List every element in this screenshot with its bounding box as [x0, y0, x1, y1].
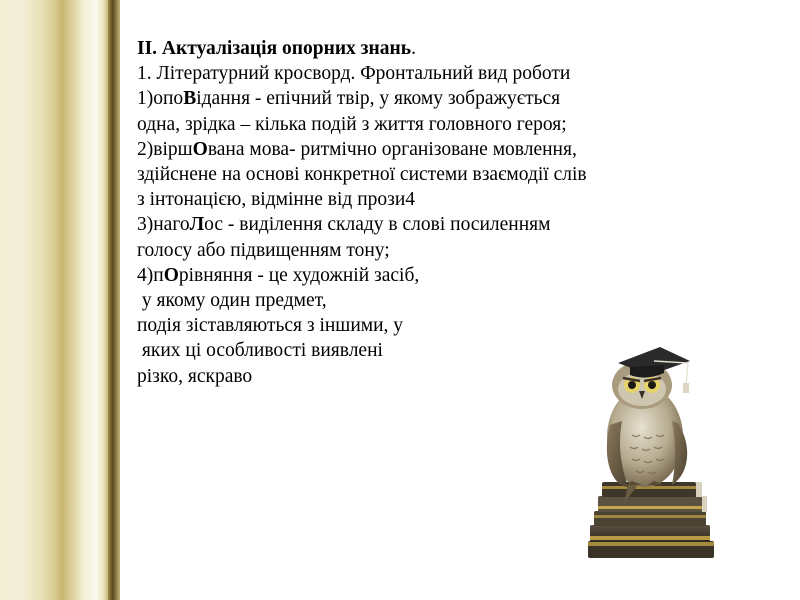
task-line: 1. Літературний кросворд. Фронтальний вид роботи	[137, 63, 571, 85]
item-line-11: яких ці особливості виявлені	[137, 340, 383, 362]
item-line-4: здійснене на основі конкретної системи взаємодії слів	[137, 164, 587, 186]
slide-heading	[137, 36, 777, 61]
item-line-6: 3)нагоЛос - виділення складу в слові посиленням	[137, 214, 551, 236]
item-line-5: з інтонацією, відмінне від прози4	[137, 189, 416, 211]
books-stack	[588, 482, 714, 558]
item-line-1: 1)опоВідання - епічний твір, у якому зображується	[137, 88, 561, 110]
item-line-7: голосу або підвищенням тону;	[137, 239, 390, 261]
item-line-8: 4)пОрівняння - це художній засіб,	[137, 264, 420, 286]
crossword-letter: Л	[189, 214, 205, 236]
crossword-letter: О	[163, 264, 179, 286]
slide-text	[137, 36, 777, 389]
item-line-9: у якому один предмет,	[137, 290, 327, 312]
item-line-10: подія зіставляються з іншими, у	[137, 315, 404, 337]
item-line-3: 2)віршОвана мова- ритмічно організоване мовлення,	[137, 138, 577, 160]
owl-graduate-image	[580, 345, 718, 563]
heading-dot: .	[411, 38, 416, 59]
item-line-2: одна, зрідка – кілька подій з життя головного героя;	[137, 113, 567, 135]
heading-text: ІІ. Актуалізація опорних знань	[137, 38, 412, 59]
crossword-letter: В	[183, 88, 197, 110]
item-line-12: різко, яскраво	[137, 365, 253, 387]
crossword-letter: О	[192, 138, 208, 160]
decorative-gold-curtain-band	[0, 0, 120, 600]
